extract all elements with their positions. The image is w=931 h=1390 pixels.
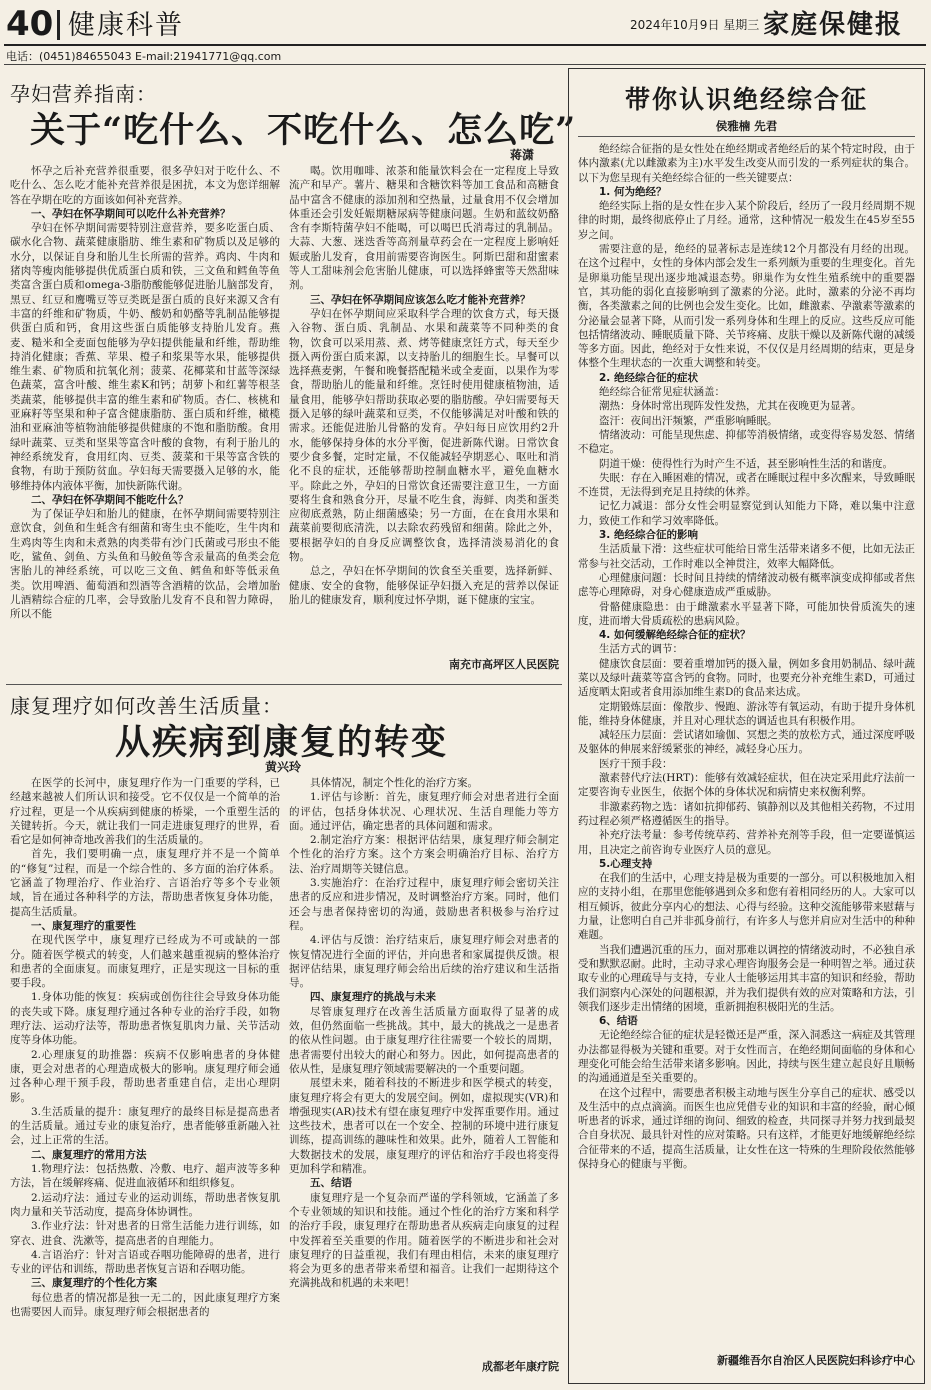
paragraph: 绝经实际上指的是女性在步入某个阶段后，经历了一段月经周期不规律的时期，最终彻底停止了月经。通常，这种情况一般发生在45岁至55岁之间。 [578, 200, 915, 241]
paragraph: 2.心理康复的助推器：疾病不仅影响患者的身体健康，更会对患者的心理造成极大的影响。康复理疗师会通过各种心理干预手段，帮助患者重建自信，走出心理阴影。 [10, 1048, 280, 1104]
paragraph: 绝经综合征常见症状涵盖： [599, 386, 725, 399]
article2-title: 从疾病到康复的转变 [115, 722, 449, 763]
paragraph: 健康饮食层面：要着重增加钙的摄入量，例如多食用奶制品、绿叶蔬菜以及绿叶蔬菜等富含钙的食物。同时，也要充分补充维生素D，可通过适度晒太阳或者食用添加维生素D的食品来达成。 [578, 657, 915, 699]
section-heading: 5.心理支持 [599, 857, 653, 870]
paragraph: 盗汗：夜间出汗频繁，严重影响睡眠。 [599, 414, 778, 427]
paragraph: 在这个过程中，需要患者积极主动地与医生分享自己的症状、感受以及生活中的点点滴滴。而医生也应凭借专业的知识和丰富的经验，耐心倾听患者的诉求，通过详细的询问、细致的检查，共同探寻并努力找到最契合自身状况、最具针对性的应对策略。只有这样，才能更好地缓解绝经综合征带来的不适，提高生活质量，让女性在这一特殊的生理阶段依然能够保持身心的健康与平衡。 [578, 1086, 915, 1171]
section-heading: 五、结语 [310, 1177, 352, 1190]
paragraph: 4.评估与反馈：治疗结束后，康复理疗师会对患者的恢复情况进行全面的评估，并向患者和家属提供反馈。根据评估结果，康复理疗师会给出后续的治疗建议和生活指导。 [289, 934, 559, 990]
section-heading: 一、孕妇在怀孕期间可以吃什么补充营养？ [31, 207, 231, 220]
article1-signature: 南充市高坪区人民医院 [449, 658, 559, 671]
section-heading: 2. 绝经综合征的症状 [599, 371, 698, 384]
paragraph: 1.身体功能的恢复：疾病或创伤往往会导致身体功能的丧失或下降。康复理疗通过各种专业的治疗手段，如物理疗法、运动疗法等，帮助患者恢复肌肉力量、关节活动度等身体功能。 [10, 991, 280, 1047]
section-heading: 四、康复理疗的挑战与未来 [310, 991, 436, 1004]
paragraph: 具体情况，制定个性化的治疗方案。 [310, 777, 478, 789]
paragraph: 3.实施治疗：在治疗过程中，康复理疗师会密切关注患者的反应和进步情况，及时调整治疗方案。同时，他们还会与患者保持密切的沟通，鼓励患者积极参与治疗过程。 [289, 877, 559, 932]
paragraph: 生活质量下滑：这些症状可能给日常生活带来诸多不便，比如无法正常参与社交活动，工作时难以全神贯注，效率大幅降低。 [578, 543, 915, 570]
article2-column-2 [289, 776, 559, 1354]
section-heading: 三、孕妇在怀孕期间应该怎么吃才能补充营养？ [310, 293, 531, 306]
section-heading: 4. 如何缓解绝经综合征的症状？ [599, 629, 751, 642]
article2-author: 黄兴玲 [265, 760, 302, 774]
paragraph: 孕妇在怀孕期间应采取科学合理的饮食方式，每天摄入谷物、蛋白质、乳制品、水果和蔬菜等不同种类的食物，饮食可以采用蒸、煮、烤等健康烹饪方式，每天至少摄入两份蛋白质来源，以支持胎儿的细胞生长。早餐可以选择燕麦粥，午餐和晚餐搭配糙米或全麦面，以果作为零食，帮助胎儿的能量和纤维。烹饪时使用健康植物油，适量食用，能够孕妇帮助获取必要的脂肪酸。孕妇需要每天摄入足够的绿叶蔬菜和豆类，不仅能够满足对叶酸和铁的需求。还能促进胎儿骨骼的发育。孕妇每日应饮用约2升水，能够保持身体的水分平衡，促进新陈代谢。日常饮食要少食多餐，定时定量，不仅能减轻孕期恶心、呕吐和消化不良的症状，还能够帮助控制血糖水平，避免血糖水平。除此之外，孕妇的日常饮食还需要注意卫生，一方面要将生食和熟食分开，尽量不吃生食，海鲜、肉类和蛋类应彻底煮熟，防止细菌感染；另一方面，在在食用水果和蔬菜前要彻底清洗，以去除农药残留和细菌。除此之外，要根据孕妇的自身反应调整饮食，选择清淡易消化的食物。 [289, 307, 559, 564]
page-number: 40 [6, 4, 54, 44]
paragraph: 4.言语治疗：针对言语或吞咽功能障碍的患者，进行专业的评估和训练，帮助患者恢复言语和吞咽功能。 [10, 1248, 280, 1276]
article1-author: 蒋潇 [510, 148, 535, 162]
section-heading: 二、孕妇在怀孕期间不能吃什么？ [31, 493, 189, 506]
paragraph: 非激素药物之选：诸如抗抑郁药、镇静剂以及其他相关药物，不过用药过程必须严格遵循医生的指导。 [578, 800, 915, 827]
section-heading: 三、康复理疗的个性化方案 [31, 1277, 157, 1290]
article3-signature: 新疆维吾尔自治区人民医院妇科诊疗中心 [717, 1354, 915, 1367]
paragraph: 康复理疗是一个复杂而严谨的学科领域，它涵盖了多个专业领域的知识和技能。通过个性化的治疗方案和科学的治疗手段，康复理疗在帮助患者从疾病走向康复的过程中发挥着至关重要的作用。随着医学的不断进步和社会对康复理疗的日益重视，我们有理由相信，未来的康复理疗将会为更多的患者带来希望和福音。让我们一起期待这个充满挑战和机遇的未来吧！ [289, 1191, 559, 1290]
paragraph: 情绪波动：可能呈现焦虑、抑郁等消极情绪，或变得容易发怒、情绪不稳定。 [578, 428, 915, 456]
paragraph: 每位患者的情况都是独一无二的，因此康复理疗方案也需要因人而异。康复理疗师会根据患者的 [10, 1291, 280, 1318]
article1-title: 关于“吃什么、不吃什么、怎么吃” [30, 110, 577, 151]
article2-column-1 [10, 776, 280, 1388]
paragraph: 当我们遭遇沉重的压力，面对那难以调控的情绪波动时，不必独自承受和默默忍耐。此时，主动寻求心理咨询服务会是一种明智之举。通过获取专业的心理疏导与支持，专业人士能够运用其丰富的知识和经验，帮助我们洞察内心深处的问题根源，并为我们提供有效的应对策略和方法，引领我们逐步走出情绪的困境，重新拥抱积极阳光的生活。 [578, 943, 915, 1013]
section-heading: 6、结语 [599, 1015, 638, 1028]
article1-kicker: 孕妇营养指南： [10, 82, 157, 106]
paragraph: 总之，孕妇在怀孕期间的饮食至关重要，选择新鲜、健康、安全的食物，能够保证孕妇摄入充足的营养以保证胎儿的健康发育，顺利度过怀孕期，诞下健康的宝宝。 [289, 565, 559, 606]
paragraph: 激素替代疗法(HRT)：能够有效减轻症状，但在决定采用此疗法前一定要咨询专业医生，依据个体的身体状况和病情史来权衡利弊。 [578, 772, 915, 799]
article1-column-1 [10, 164, 280, 680]
column-name: 健康科普 [68, 10, 184, 41]
paragraph: 补充疗法考量：参考传统草药、营养补充剂等手段，但一定要谨慎运用，且决定之前咨询专业医疗人员的意见。 [578, 829, 915, 856]
paragraph: 3.生活质量的提升：康复理疗的最终目标是提高患者的生活质量。通过专业的康复治疗，患者能够重新融入社会，过上正常的生活。 [10, 1105, 280, 1147]
article1-column-2 [289, 164, 559, 654]
paragraph: 喝。饮用咖啡、浓茶和能量饮料会在一定程度上导致流产和早产。薯片、糖果和含糖饮料等加工食品和高糖食品中富含不健康的添加剂和空热量，过量食用不仅会增加体重还会引发妊娠期糖尿病等健康问题。生奶和蓝纹奶酪含有李斯特菌孕妇不能喝，可以喝巴氏消毒过的乳制品。大蒜、大葱、迷迭香等高剂量草药会在一定程度上影响妊娠或胎儿发育，食用前需要咨询医生。阿斯巴甜和甜蜜素等人工甜味剂会危害胎儿健康，可以选择蜂蜜等天然甜味剂。 [289, 165, 559, 292]
paragraph: 绝经综合征指的是女性处在绝经期或者绝经后的某个特定时段，由于体内激素(尤以雌激素为主)水平发生改变从而引发的一系列症状的集合。以下为您呈现有关绝经综合征的一些关键要点： [578, 143, 915, 184]
header-divider [57, 10, 60, 40]
paragraph: 在现代医学中，康复理疗已经成为不可或缺的一部分。随着医学模式的转变，人们越来越重视病的整体治疗和患者的全面康复。而康复理疗，正是实现这一目标的重要手段。 [10, 934, 280, 990]
paragraph: 无论绝经综合征的症状是轻微还是严重，深入洞悉这一病症及其管理办法都显得极为关键和重要。对于女性而言，在绝经期间面临的身体和心理变化可能会给生活带来诸多影响。因此，持续与医生建立起良好且顺畅的沟通通道是至关重要的。 [578, 1029, 915, 1085]
article3-title: 带你认识绝经综合征 [624, 85, 868, 114]
article3-body [578, 142, 915, 1350]
contact-rule [4, 64, 926, 65]
issue-date: 2024年10月9日 星期三 [630, 18, 760, 32]
paragraph: 失眠：存在入睡困难的情况，或者在睡眠过程中多次醒来，导致睡眠不连贯，无法得到充足且持续的休养。 [578, 471, 915, 499]
paragraph: 在我们的生活中，心理支持是极为重要的一部分。可以积极地加入相应的支持小组，在那里您能够遇到众多和您有着相同经历的人。大家可以相互倾诉，彼此分享内心的想法、心得与经验。这种交流能够带来慰藉与力量，让您明白自己并非孤身前行，有许多人与您并肩应对生活中的种种难题。 [578, 872, 915, 942]
paragraph: 孕妇在怀孕期间需要特别注意营养，要多吃蛋白质、碳水化合物、蔬菜健康脂肪、维生素和矿物质以及足够的水分，以保证自身和胎儿生长所需的营养。鸡肉、牛肉和猪肉等瘦肉能够提供优质蛋白质和铁，三文鱼和鳕鱼等鱼类富含蛋白质和omega-3脂肪酸能够促进胎儿脑部发育，黑豆、红豆和鹰嘴豆等豆类既是蛋白质的良好来源又含有丰富的纤维和矿物质，牛奶、酸奶和奶酪等乳制品能够提供蛋白质和钙，食用这些蛋白质能够支持胎儿发育。燕麦、糙米和全麦面包能够为孕妇提供能量和纤维，帮助维持消化健康；香蕉、苹果、橙子和浆果等水果，能够提供维生素、矿物质和抗氧化剂；菠菜、花椰菜和甘蓝等深绿色蔬菜，富含叶酸、维生素K和钙；胡萝卜和红薯等根茎类蔬菜，能够提供丰富的维生素和矿物质。杏仁、核桃和亚麻籽等坚果和种子富含健康脂肪、蛋白质和纤维，橄榄油和亚麻油等植物油能够提供健康的不饱和脂肪酸。食用绿叶蔬菜、豆类和坚果等富含叶酸的食物，有利于胎儿的神经系统发育，食用红肉、豆类、菠菜和干果等富含铁的食物，有助于预防贫血。孕妇每天需要摄入足够的水，能够维持体内液体平衡，加快新陈代谢。 [10, 222, 280, 492]
paragraph: 1.物理疗法：包括热敷、冷敷、电疗、超声波等多种方法，旨在缓解疼痛、促进血液循环和组织修复。 [10, 1163, 280, 1190]
paragraph: 阴道干燥：使得性行为时产生不适，甚至影响性生活的和谐度。 [599, 457, 893, 470]
paragraph: 骨骼健康隐患：由于雌激素水平显著下降，可能加快骨质流失的速度，进而增大骨质疏松的患病风险。 [578, 600, 915, 627]
paragraph: 定期锻炼层面：像散步、慢跑、游泳等有氧运动，有助于提升身体机能，维持身体健康，并且对心理状态的调适也具有积极作用。 [578, 700, 915, 727]
paragraph: 2.运动疗法：通过专业的运动训练，帮助患者恢复肌肉力量和关节活动度，提高身体协调性。 [10, 1191, 280, 1218]
section-heading: 二、康复理疗的常用方法 [31, 1148, 147, 1161]
paragraph: 1.评估与诊断：首先，康复理疗师会对患者进行全面的评估，包括身体状况、心理状况、生活自理能力等方面。通过评估，确定患者的具体问题和需求。 [289, 791, 559, 832]
paragraph: 需要注意的是，绝经的显著标志是连续12个月都没有月经的出现。在这个过程中，女性的身体内部会发生一系列颇为重要的生理变化。首先是卵巢功能呈现出逐步地减退态势。卵巢作为女性生殖系统中的重要器官，其功能的弱化直接影响到了激素的分泌。此时，激素的分泌不再均衡，各类激素之间的比例也会发生变化。比如，雌激素、孕激素等激素的分泌量会显著下降，从而引发一系列身体和生理上的反应。这些反应可能包括情绪波动、睡眠质量下降、关节疼痛、皮肤干燥以及新陈代谢的减缓等多方面。因此，绝经对于女性来说，不仅仅是月经周期的结束，更是身体整个生理状态的一次重大调整和转变。 [578, 243, 915, 370]
paragraph: 首先，我们要明确一点，康复理疗并不是一个简单的“修复”过程，而是一个综合性的、多方面的治疗体系。它涵盖了物理治疗、作业治疗、言语治疗等多个专业领域，旨在通过各种科学的方法，帮助患者恢复身体功能，提高生活质量。 [10, 848, 280, 918]
article2-signature: 成都老年康疗院 [482, 1360, 559, 1373]
article2-kicker: 康复理疗如何改善生活质量： [10, 694, 283, 718]
paragraph: 展望未来，随着科技的不断进步和医学模式的转变，康复理疗将会有更大的发展空间。例如，虚拟现实(VR)和增强现实(AR)技术有望在康复理疗中发挥重要作用。通过这些技术，患者可以在一个安全、控制的环境中进行康复训练，提高训练的趣味性和效果。此外，随着人工智能和大数据技术的发展，康复理疗的评估和治疗手段也将变得更加科学和精准。 [289, 1077, 559, 1176]
newspaper-name: 家庭保健报 [763, 10, 904, 40]
paragraph: 医疗干预手段： [599, 757, 673, 770]
section-heading: 1. 何为绝经？ [599, 185, 667, 198]
article3-title-rule [578, 136, 915, 137]
contact-info: 电话：(0451)84655043 E-mail:21941771@qq.com [6, 50, 282, 63]
paragraph: 记忆力减退：部分女性会明显察觉到认知能力下降，难以集中注意力，致使工作和学习效率降低。 [578, 500, 915, 527]
paragraph: 尽管康复理疗在改善生活质量方面取得了显著的成效，但仍然面临一些挑战。其中，最大的挑战之一是患者的依从性问题。由于康复理疗往往需要一个较长的周期，患者需要付出较大的耐心和努力。因此，如何提高患者的依从性，是康复理疗领域需要解决的一个重要问题。 [289, 1005, 559, 1075]
paragraph: 潮热：身体时常出现阵发性发热，尤其在夜晚更为显著。 [599, 400, 862, 413]
paragraph: 生活方式的调节： [599, 643, 683, 656]
section-heading: 一、康复理疗的重要性 [31, 919, 136, 932]
article-divider [6, 684, 562, 685]
paragraph: 2.制定治疗方案：根据评估结果，康复理疗师会制定个性化的治疗方案。这个方案会明确治疗目标、治疗方法、治疗周期等关键信息。 [289, 834, 559, 875]
paragraph: 3.作业疗法：针对患者的日常生活能力进行训练，如穿衣、进食、洗漱等，提高患者的自理能力。 [10, 1220, 280, 1247]
section-heading: 3. 绝经综合征的影响 [599, 529, 698, 542]
paragraph: 为了保证孕妇和胎儿的健康，在怀孕期间需要特别注意饮食，剑鱼和生蚝含有细菌和寄生虫不能吃，生牛肉和生鸡肉等生肉和未煮熟的肉类带有沙门氏菌或弓形虫不能吃，鲨鱼、剑鱼、方头鱼和马鲛鱼等含汞量高的鱼类会危害胎儿的神经系统，可以吃三文鱼、鳕鱼和虾等低汞鱼类。饮用啤酒、葡萄酒和烈酒等含酒精的饮品，会增加胎儿酒精综合症的几率，会导致胎儿发育不良和智力障碍，所以不能 [10, 508, 280, 621]
paragraph: 在医学的长河中，康复理疗作为一门重要的学科，已经越来越被人们所认识和接受。它不仅仅是一个简单的治疗过程，更是一个从疾病到健康的桥梁，一个重塑生活的关键转折。今天，就让我们一同走进康复理疗的世界，看看它是如何神奇地改善我们的生活质量的。 [10, 777, 280, 847]
paragraph: 怀孕之后补充营养很重要，很多孕妇对于吃什么、不吃什么、怎么吃才能补充营养很是困扰，本文为您详细解答在孕期在吃的方面该如何补充营养。 [10, 165, 280, 206]
header-rule [4, 44, 926, 46]
article3-author: 侯雅楠 先君 [715, 119, 778, 133]
paragraph: 心理健康问题：长时间且持续的情绪波动极有概率演变成抑郁或者焦虑等心理障碍，对身心健康造成严重威胁。 [578, 571, 915, 599]
paragraph: 减轻压力层面：尝试诸如瑜伽、冥想之类的放松方式，通过深度呼吸及躯体的伸展来舒缓紧张的神经，减轻身心压力。 [578, 729, 915, 756]
